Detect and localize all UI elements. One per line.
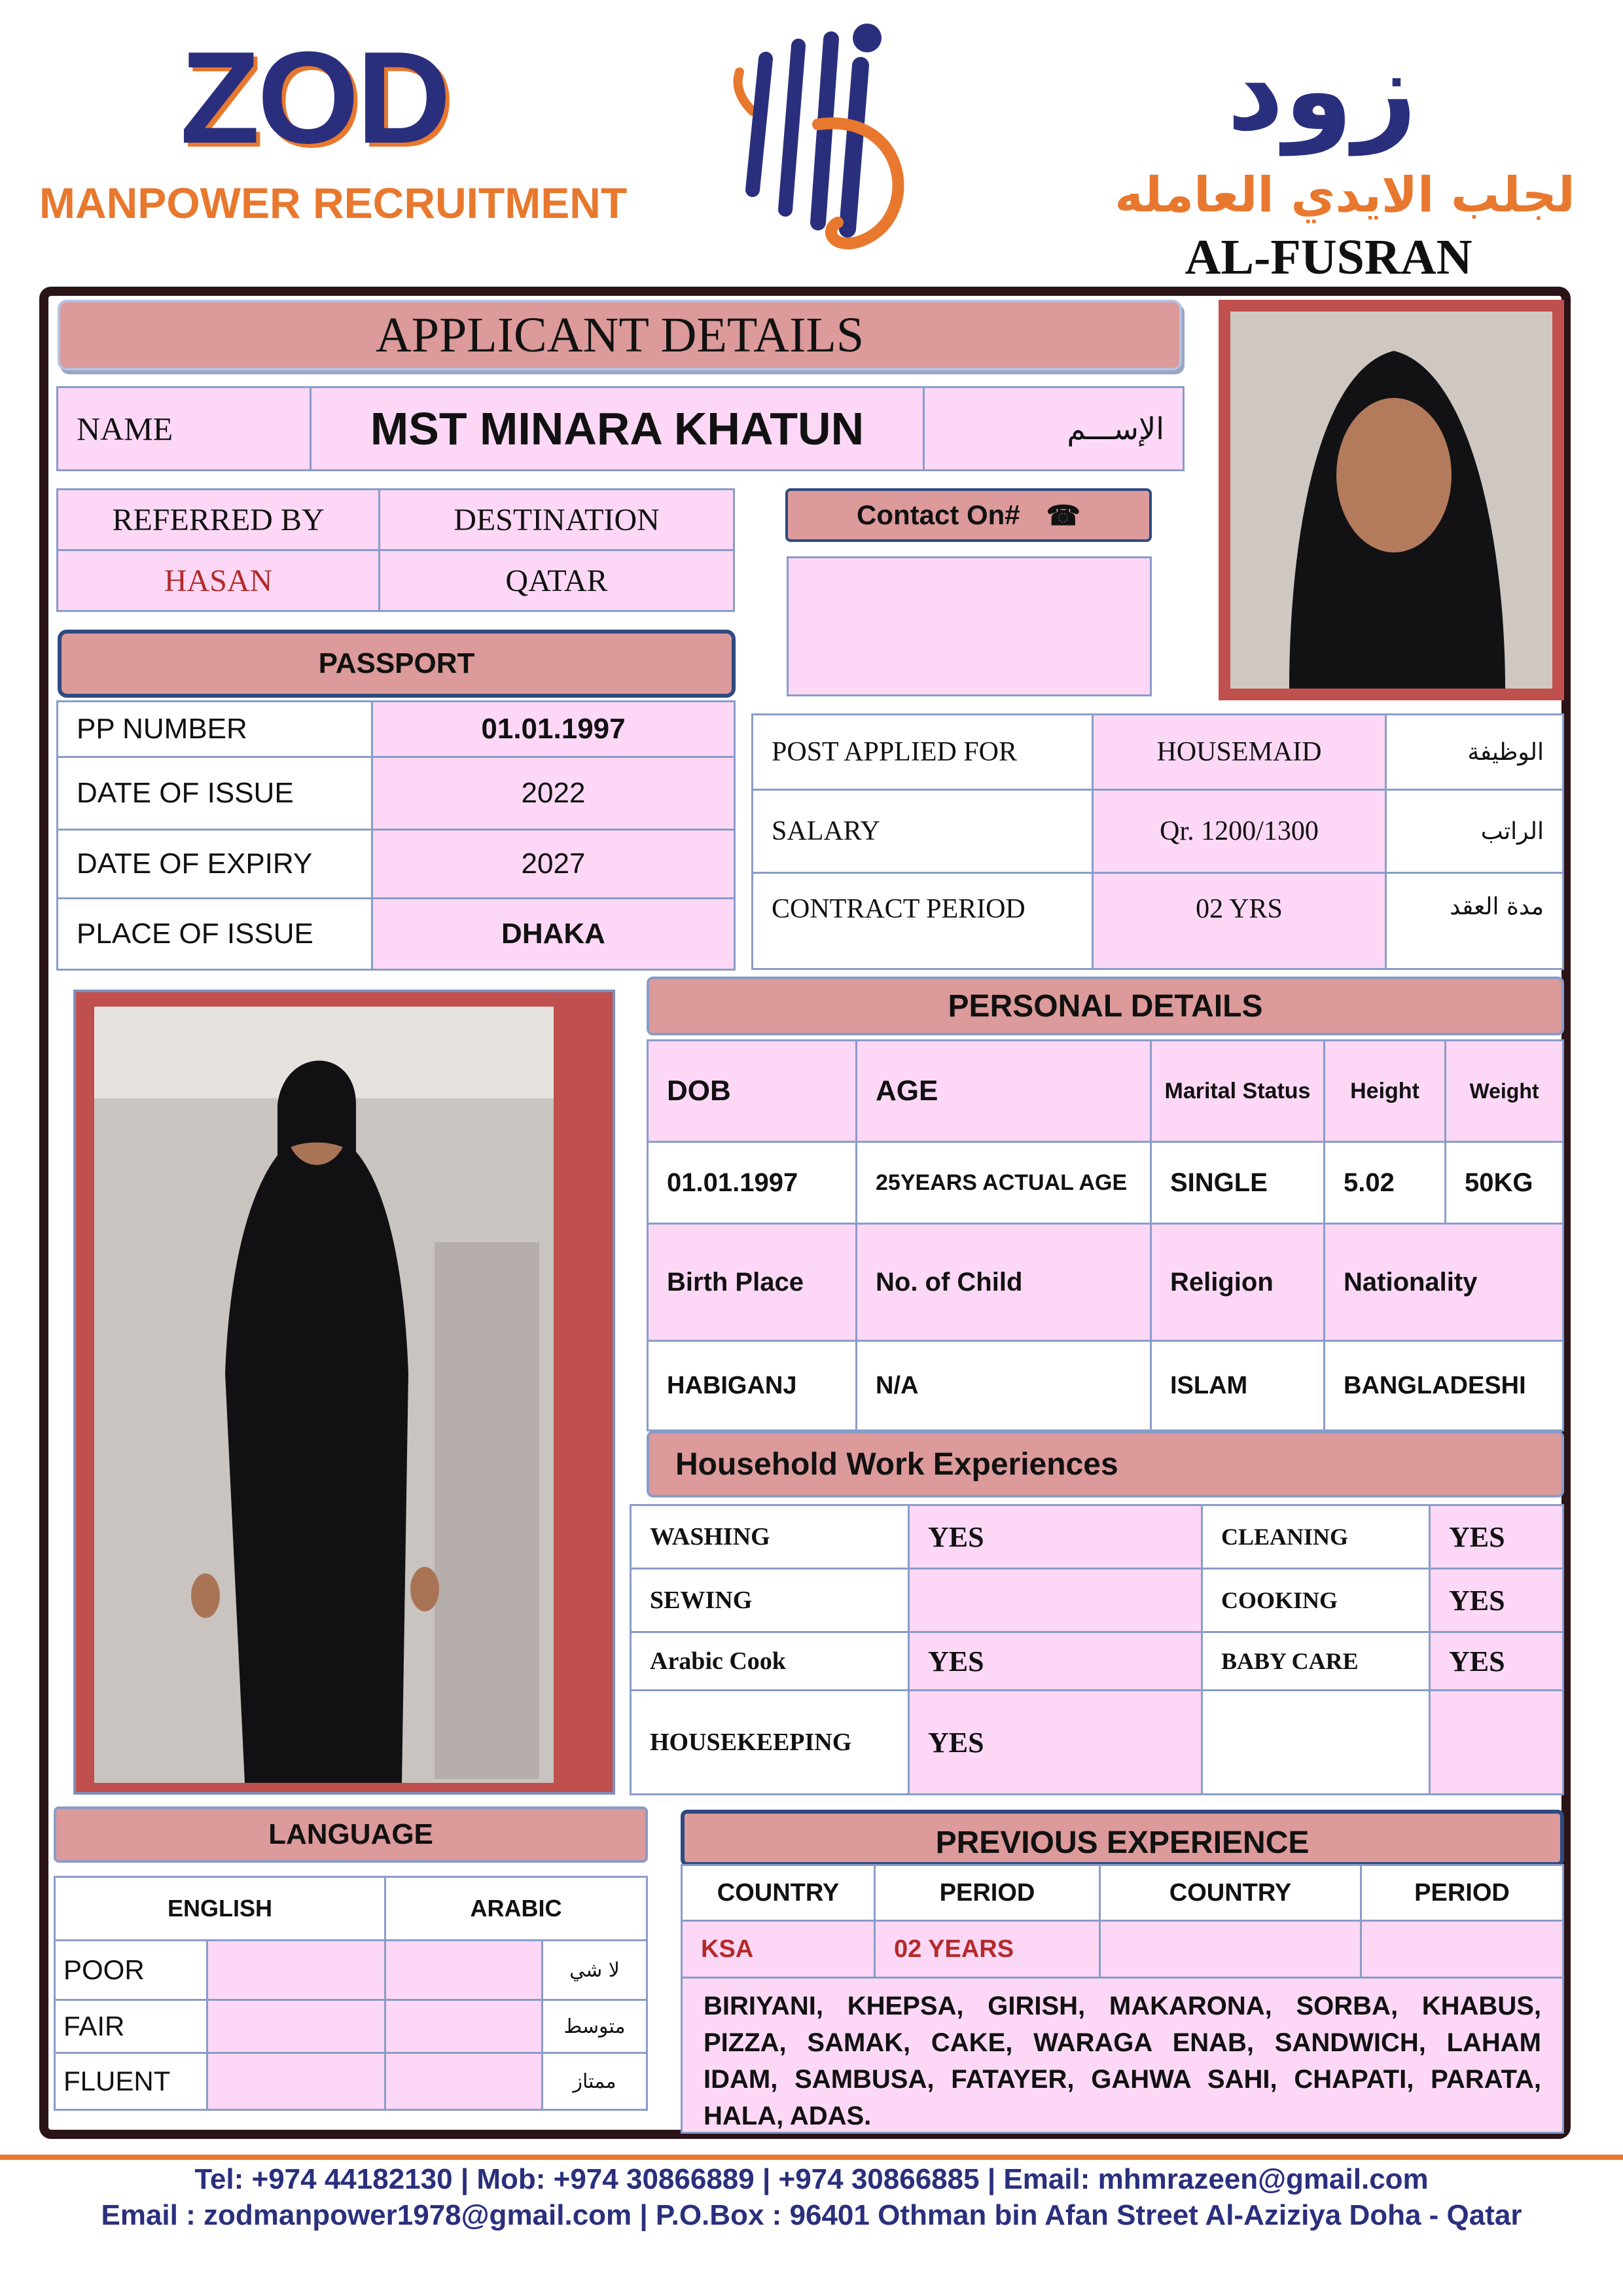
marital-status-header: Marital Status — [1150, 1039, 1325, 1143]
brand-subtitle-latin: AL-FUSRAN — [1185, 230, 1472, 285]
portrait-photo-frame — [1219, 300, 1564, 700]
referred-label: REFERRED BY — [56, 488, 380, 551]
fair-english-cell — [206, 1999, 386, 2054]
poor-english-cell — [206, 1939, 386, 2001]
brand-subtitle-en: MANPOWER RECRUITMENT — [39, 179, 628, 227]
marital-status-value: SINGLE — [1150, 1141, 1325, 1225]
washing-value: YES — [908, 1504, 1203, 1570]
weight-value: 50KG — [1444, 1141, 1564, 1225]
height-header: Height — [1323, 1039, 1446, 1143]
pp-number-value: 01.01.1997 — [371, 700, 736, 758]
cooking-value: YES — [1429, 1568, 1564, 1633]
arabic-cook-value: YES — [908, 1631, 1203, 1691]
personal-heading: PERSONAL DETAILS — [647, 977, 1564, 1035]
footer-rule — [0, 2155, 1623, 2160]
nationality-value: BANGLADESHI — [1323, 1340, 1564, 1431]
dob-value: 01.01.1997 — [647, 1141, 857, 1225]
housekeeping-value: YES — [908, 1689, 1203, 1795]
portrait-silhouette — [1230, 312, 1552, 689]
poor-label: POOR — [54, 1939, 208, 2001]
contact-value-box — [787, 556, 1152, 696]
fair-label: FAIR — [54, 1999, 208, 2054]
dishes-list: BIRIYANI, KHEPSA, GIRISH, MAKARONA, SORBA, KHABUS, PIZZA, SAMAK, CAKE, WARAGA ENAB, SANDWICH, LAHAM IDAM, SAMBUSA, FATAYER, GAHWA SAHI, CHAPATI, PARATA, HALA, ADAS. — [681, 1977, 1564, 2134]
language-heading: LANGUAGE — [54, 1806, 648, 1863]
cleaning-value: YES — [1429, 1504, 1564, 1570]
full-body-silhouette — [94, 1007, 554, 1783]
passport-heading: PASSPORT — [58, 630, 736, 698]
prev-period-value-1: 02 YEARS — [874, 1920, 1101, 1979]
cleaning-label: CLEANING — [1201, 1504, 1431, 1570]
contract-period-label: CONTRACT PERIOD — [751, 872, 1094, 970]
washing-label: WASHING — [630, 1504, 910, 1570]
pp-number-label: PP NUMBER — [56, 700, 373, 758]
arabic-cook-label: Arabic Cook — [630, 1631, 910, 1691]
destination-value: QATAR — [378, 549, 735, 612]
name-label: NAME — [56, 386, 312, 471]
destination-label: DESTINATION — [378, 488, 735, 551]
salary-label-ar: الراتب — [1385, 789, 1564, 874]
name-value: MST MINARA KHATUN — [310, 386, 925, 471]
referred-value: HASAN — [56, 549, 380, 612]
fair-label-ar: متوسط — [541, 1999, 648, 2054]
no-of-child-value: N/A — [855, 1340, 1152, 1431]
contact-label: Contact On# — [856, 499, 1020, 530]
brand-name-en: ZOD — [180, 25, 449, 171]
baby-care-value: YES — [1429, 1631, 1564, 1691]
age-header: AGE — [855, 1039, 1152, 1143]
previous-heading: PREVIOUS EXPERIENCE — [681, 1810, 1564, 1866]
prev-period-header-2: PERIOD — [1360, 1864, 1564, 1922]
date-of-expiry-label: DATE OF EXPIRY — [56, 829, 373, 899]
date-of-issue-value: 2022 — [371, 756, 736, 831]
cooking-label: COOKING — [1201, 1568, 1431, 1633]
portrait-photo — [1230, 312, 1552, 689]
applicant-heading: APPLICANT DETAILS — [58, 300, 1182, 370]
no-of-child-header: No. of Child — [855, 1223, 1152, 1342]
contact-heading — [785, 488, 1152, 542]
salary-value: Qr. 1200/1300 — [1092, 789, 1387, 874]
prev-country-value-2 — [1099, 1920, 1362, 1979]
prev-period-header-1: PERIOD — [874, 1864, 1101, 1922]
footer-line-1: Tel: +974 44182130 | Mob: +974 30866889 | +974 30866885 | Email: mhmrazeen@gmail.com — [194, 2163, 1429, 2195]
contract-period-value: 02 YRS — [1092, 872, 1387, 970]
brand-logo — [713, 13, 936, 255]
salary-label: SALARY — [751, 789, 1094, 874]
baby-care-label: BABY CARE — [1201, 1631, 1431, 1691]
brand-subtitle-ar: لجلب الايدي العامله — [1115, 167, 1575, 223]
household-heading: Household Work Experiences — [647, 1431, 1564, 1498]
fair-arabic-cell — [384, 1999, 543, 2054]
height-value: 5.02 — [1323, 1141, 1446, 1225]
arabic-column-header: ARABIC — [384, 1876, 648, 1941]
fluent-label: FLUENT — [54, 2052, 208, 2111]
nationality-header: Nationality — [1323, 1223, 1564, 1342]
age-value: 25YEARS ACTUAL AGE — [855, 1141, 1152, 1225]
post-applied-value: HOUSEMAID — [1092, 713, 1387, 791]
post-applied-label: POST APPLIED FOR — [751, 713, 1094, 791]
fluent-arabic-cell — [384, 2052, 543, 2111]
poor-label-ar: لا شي — [541, 1939, 648, 2001]
telephone-icon: ☎ — [1046, 499, 1080, 531]
sewing-value — [908, 1568, 1203, 1633]
prev-country-value-1: KSA — [681, 1920, 876, 1979]
brand-name-ar: زود — [1226, 26, 1418, 156]
fluent-label-ar: ممتاز — [541, 2052, 648, 2111]
sewing-label: SEWING — [630, 1568, 910, 1633]
name-label-ar: الإســـم — [923, 386, 1185, 471]
full-body-photo-frame — [73, 990, 615, 1795]
household-empty-label — [1201, 1689, 1431, 1795]
date-of-issue-label: DATE OF ISSUE — [56, 756, 373, 831]
poor-arabic-cell — [384, 1939, 543, 2001]
dob-header: DOB — [647, 1039, 857, 1143]
religion-value: ISLAM — [1150, 1340, 1325, 1431]
weight-header: Weight — [1444, 1039, 1564, 1143]
prev-period-value-2 — [1360, 1920, 1564, 1979]
prev-country-header-2: COUNTRY — [1099, 1864, 1362, 1922]
date-of-expiry-value: 2027 — [371, 829, 736, 899]
english-column-header: ENGLISH — [54, 1876, 386, 1941]
religion-header: Religion — [1150, 1223, 1325, 1342]
footer-line-2: Email : zodmanpower1978@gmail.com | P.O.Box : 96401 Othman bin Afan Street Al-Aziziya Doha - Qatar — [101, 2199, 1522, 2231]
contract-period-label-ar: مدة العقد — [1385, 872, 1564, 970]
birth-place-header: Birth Place — [647, 1223, 857, 1342]
housekeeping-label: HOUSEKEEPING — [630, 1689, 910, 1795]
place-of-issue-label: PLACE OF ISSUE — [56, 897, 373, 971]
prev-country-header-1: COUNTRY — [681, 1864, 876, 1922]
place-of-issue-value: DHAKA — [371, 897, 736, 971]
full-body-photo — [94, 1007, 554, 1783]
post-applied-label-ar: الوظيفة — [1385, 713, 1564, 791]
birth-place-value: HABIGANJ — [647, 1340, 857, 1431]
fluent-english-cell — [206, 2052, 386, 2111]
household-empty-value — [1429, 1689, 1564, 1795]
